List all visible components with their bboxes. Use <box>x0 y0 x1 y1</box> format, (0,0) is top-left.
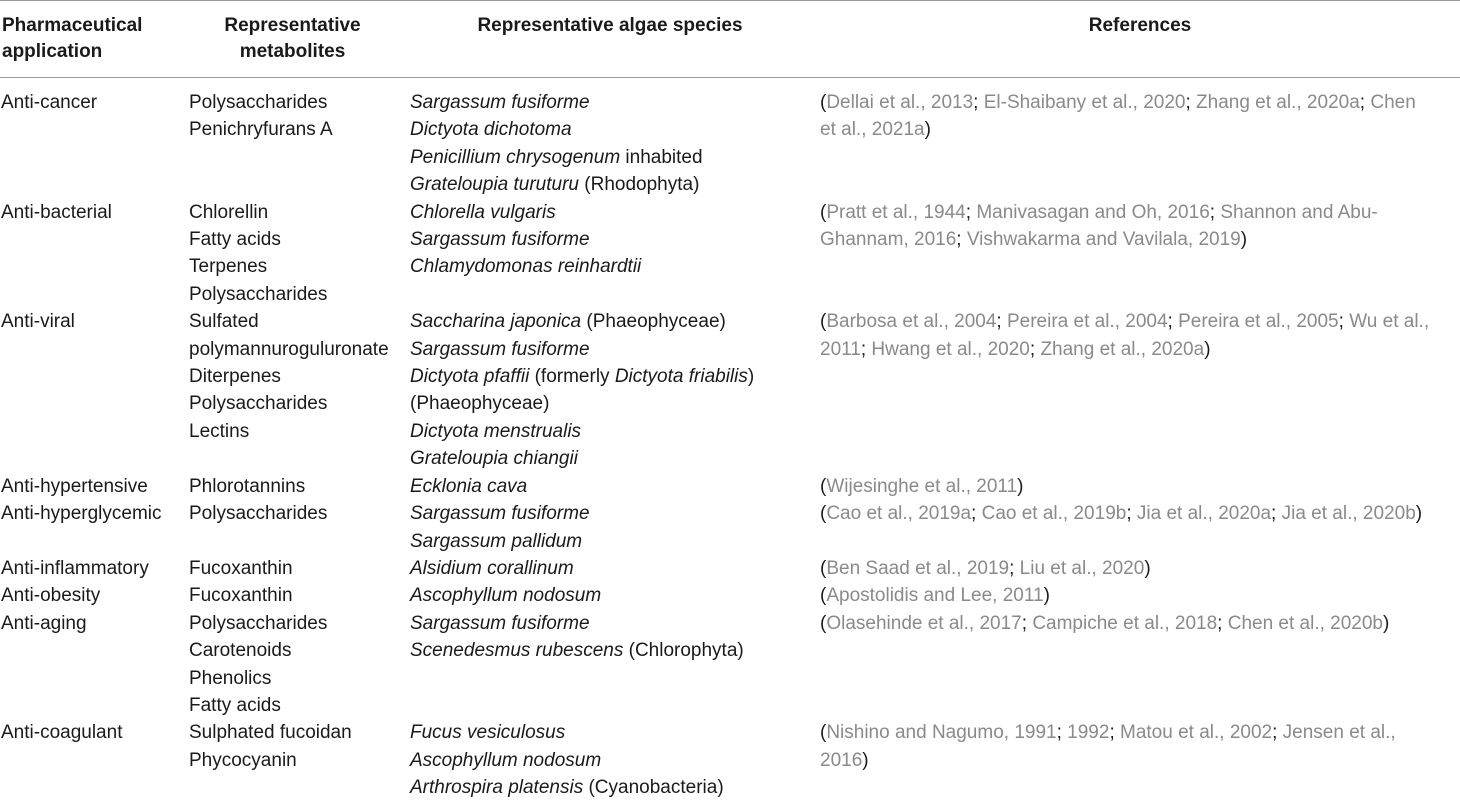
cell-references <box>820 199 1460 254</box>
reference-punctuation: ; <box>1359 92 1371 113</box>
reference-punctuation: ( <box>820 612 827 634</box>
reference-line <box>820 116 1460 143</box>
cell-metabolites <box>189 473 410 500</box>
species-line <box>410 418 820 445</box>
application-label: Anti-cancer <box>1 92 98 113</box>
cell-references <box>820 610 1460 637</box>
species-name: Dictyota pfaffii <box>410 366 530 388</box>
species-name: Alsidium corallinum <box>410 557 574 579</box>
header-application-line-1: Pharmaceutical <box>2 15 143 36</box>
metabolite-item: Phycocyanin <box>189 749 297 771</box>
header-metabolites-line-1: Representative <box>224 15 361 36</box>
species-name: Sargassum fusiforme <box>410 229 590 251</box>
application-label: Anti-coagulant <box>1 722 123 744</box>
reference-punctuation: ) <box>924 119 931 141</box>
cell-metabolites <box>189 500 410 527</box>
application-label: Anti-aging <box>1 612 87 634</box>
cell-references <box>820 555 1460 582</box>
table-row <box>0 473 1460 500</box>
reference-citation: Nishino and Nagumo, 1991 <box>826 722 1057 744</box>
application-label: Anti-inflammatory <box>1 557 149 579</box>
cell-references <box>820 89 1460 144</box>
metabolite-item: Polysaccharides <box>189 612 328 634</box>
reference-line <box>820 336 1460 363</box>
cell-metabolites <box>189 89 410 144</box>
species-line <box>410 555 820 582</box>
species-line <box>410 637 820 664</box>
metabolite-item: Terpenes <box>189 256 268 278</box>
reference-punctuation: ; <box>1217 612 1228 634</box>
reference-punctuation: ) <box>1240 229 1248 251</box>
metabolite-item: Polysaccharides <box>189 92 328 113</box>
application-label: Anti-obesity <box>1 585 101 607</box>
species-name: Chlorella vulgaris <box>410 201 556 223</box>
metabolite-item: Fatty acids <box>189 229 281 251</box>
metabolite-item: Fucoxanthin <box>189 557 293 579</box>
reference-punctuation: ; <box>1338 311 1350 333</box>
table-body <box>0 89 1460 802</box>
species-name: Fucus vesiculosus <box>410 722 566 744</box>
reference-citation: Ghannam, 2016 <box>820 229 957 251</box>
cell-species <box>410 610 820 665</box>
table-row <box>0 719 1460 801</box>
species-note: inhabited <box>620 146 703 168</box>
reference-citation: et al., 2021a <box>820 119 925 141</box>
header-references <box>820 13 1460 39</box>
reference-citation: Matou et al., 2002 <box>1120 722 1273 744</box>
reference-citation: Pereira et al., 2005 <box>1178 311 1339 333</box>
reference-punctuation: ) <box>1043 585 1050 607</box>
reference-citation: 2011 <box>820 338 861 360</box>
reference-line <box>820 89 1460 116</box>
species-line <box>410 116 820 143</box>
species-name: Sargassum fusiforme <box>410 92 590 113</box>
metabolite-item: Phlorotannins <box>189 475 306 497</box>
reference-punctuation: ) <box>1383 612 1390 634</box>
metabolite-item: Diterpenes <box>189 366 281 388</box>
species-name: Dictyota friabilis <box>614 366 748 388</box>
table-header-rule <box>0 77 1460 78</box>
cell-metabolites <box>189 555 410 582</box>
table-row <box>0 582 1460 609</box>
cell-metabolites <box>189 308 410 445</box>
cell-species <box>410 199 820 281</box>
table-row <box>0 308 1460 472</box>
reference-punctuation: ( <box>820 722 827 744</box>
species-line <box>410 473 820 500</box>
reference-citation: Wijesinghe et al., 2011 <box>826 475 1018 497</box>
reference-punctuation: ) <box>1415 503 1423 525</box>
reference-citation: Zhang et al., 2020a <box>1040 338 1205 360</box>
cell-references <box>820 500 1460 527</box>
species-name: Ascophyllum nodosum <box>410 585 602 607</box>
cell-application <box>0 555 189 582</box>
species-name: Sargassum fusiforme <box>410 338 590 360</box>
reference-punctuation: ; <box>1021 612 1033 634</box>
reference-punctuation: ; <box>973 92 984 113</box>
reference-punctuation: ; <box>1109 722 1120 744</box>
reference-line <box>820 308 1460 335</box>
reference-citation: Campiche et al., 2018 <box>1032 612 1218 634</box>
cell-references <box>820 719 1460 774</box>
reference-citation: Barbosa et al., 2004 <box>826 311 997 333</box>
cell-species <box>410 582 820 609</box>
species-line <box>410 528 820 555</box>
cell-application <box>0 308 189 335</box>
reference-citation: Pereira et al., 2004 <box>1006 311 1168 333</box>
reference-citation: Ben Saad et al., 2019 <box>826 557 1010 579</box>
reference-punctuation: ; <box>965 201 977 223</box>
header-references-line-1: References <box>1088 15 1192 36</box>
reference-citation: Chen et al., 2020b <box>1227 612 1384 634</box>
reference-citation: Jia et al., 2020a <box>1136 503 1272 525</box>
species-name: Sargassum fusiforme <box>410 612 590 634</box>
species-name: Ecklonia cava <box>410 475 528 497</box>
header-application-line-2: application <box>2 41 103 62</box>
species-name: Scenedesmus rubescens <box>410 640 624 662</box>
header-metabolites-line-2: metabolites <box>239 41 346 62</box>
species-name: Grateloupia turuturu <box>410 174 579 196</box>
species-name: Dictyota menstrualis <box>410 420 582 442</box>
table-header <box>0 0 1460 77</box>
reference-line <box>820 226 1460 253</box>
reference-punctuation: ; <box>1185 92 1197 113</box>
metabolite-item: Phenolics <box>189 667 272 689</box>
cell-references <box>820 582 1460 609</box>
species-line <box>410 89 820 116</box>
species-name: Dictyota dichotoma <box>410 119 572 141</box>
metabolite-item: Chlorellin <box>189 201 269 223</box>
cell-species <box>410 89 820 199</box>
metabolite-item: Carotenoids <box>189 640 292 662</box>
species-name: Grateloupia chiangii <box>410 448 578 470</box>
cell-metabolites <box>189 719 410 774</box>
cell-application <box>0 582 189 609</box>
cell-application <box>0 719 189 746</box>
species-name: Arthrospira platensis <box>410 777 584 799</box>
metabolite-item: Polysaccharides <box>189 283 328 305</box>
species-line <box>410 171 820 198</box>
reference-punctuation: ( <box>820 557 827 579</box>
application-label: Anti-hypertensive <box>1 475 148 497</box>
reference-punctuation: ; <box>1056 722 1068 744</box>
reference-punctuation: ; <box>1167 311 1179 333</box>
reference-citation: Shannon and Abu- <box>1220 201 1378 223</box>
reference-citation: Apostolidis and Lee, 2011 <box>826 585 1044 607</box>
reference-citation: 1992 <box>1067 722 1110 744</box>
table-row <box>0 199 1460 309</box>
reference-punctuation: ; <box>1029 338 1041 360</box>
reference-punctuation: ( <box>820 311 827 333</box>
reference-punctuation: ( <box>820 585 827 607</box>
reference-citation: Jia et al., 2020b <box>1281 503 1416 525</box>
reference-citation: Cao et al., 2019b <box>981 503 1127 525</box>
species-line <box>410 226 820 253</box>
species-line <box>410 390 820 417</box>
species-name: Sargassum fusiforme <box>410 503 590 525</box>
metabolite-item: Polysaccharides <box>189 503 328 525</box>
reference-citation: Hwang et al., 2020 <box>871 338 1030 360</box>
species-name: Saccharina japonica <box>410 311 582 333</box>
reference-line <box>820 473 1460 500</box>
header-metabolites <box>190 13 395 65</box>
reference-line <box>820 199 1460 226</box>
species-name: Chlamydomonas reinhardtii <box>410 256 642 278</box>
reference-punctuation: ) <box>1017 475 1024 497</box>
reference-citation: Wu et al., <box>1349 311 1430 333</box>
species-note: (Chlorophyta) <box>623 640 744 662</box>
cell-application <box>0 199 189 226</box>
reference-punctuation: ; <box>956 229 967 251</box>
reference-citation: Dellai et al., 2013 <box>826 92 974 113</box>
reference-line <box>820 610 1460 637</box>
header-application <box>2 13 182 65</box>
species-note: (Phaeophyceae) <box>410 393 550 415</box>
reference-line <box>820 555 1460 582</box>
application-label: Anti-hyperglycemic <box>1 503 162 525</box>
species-line <box>410 363 820 390</box>
reference-punctuation: ( <box>820 201 827 223</box>
species-line <box>410 445 820 472</box>
reference-citation: Liu et al., 2020 <box>1019 557 1145 579</box>
reference-citation: Manivasagan and Oh, 2016 <box>976 201 1210 223</box>
reference-citation: Olasehinde et al., 2017 <box>826 612 1022 634</box>
reference-citation: Pratt et al., 1944 <box>826 201 966 223</box>
species-line <box>410 610 820 637</box>
species-line <box>410 253 820 280</box>
reference-punctuation: ) <box>862 749 869 771</box>
species-line <box>410 199 820 226</box>
reference-citation: Chen <box>1370 92 1416 113</box>
cell-species <box>410 308 820 472</box>
metabolite-item: Sulphated fucoidan <box>189 722 352 744</box>
species-line <box>410 747 820 774</box>
metabolite-item: Fatty acids <box>189 694 281 716</box>
species-note: (Cyanobacteria) <box>583 777 724 799</box>
metabolite-item: Polysaccharides <box>189 393 328 415</box>
metabolite-item: Sulfated <box>189 311 259 333</box>
reference-punctuation: ; <box>996 311 1007 333</box>
species-line <box>410 308 820 335</box>
reference-punctuation: ; <box>1272 722 1283 744</box>
reference-punctuation: ; <box>1271 503 1282 525</box>
cell-references <box>820 308 1460 363</box>
reference-citation: El-Shaibany et al., 2020 <box>983 92 1186 113</box>
cell-references <box>820 473 1460 500</box>
table-row <box>0 610 1460 720</box>
cell-metabolites <box>189 582 410 609</box>
reference-punctuation: ; <box>1009 557 1020 579</box>
cell-species <box>410 719 820 801</box>
cell-application <box>0 500 189 527</box>
table-row <box>0 89 1460 199</box>
reference-citation: Jensen et al., <box>1282 722 1396 744</box>
species-note: (Rhodophyta) <box>579 174 700 196</box>
reference-punctuation: ; <box>1209 201 1221 223</box>
cell-species <box>410 473 820 500</box>
reference-punctuation: ; <box>860 338 872 360</box>
metabolite-item: polymannuroguluronate <box>189 338 389 360</box>
species-name: Penicillium chrysogenum <box>410 146 621 168</box>
reference-punctuation: ) <box>1204 338 1211 360</box>
reference-citation: Zhang et al., 2020a <box>1196 92 1360 113</box>
cell-application <box>0 89 189 116</box>
cell-species <box>410 500 820 555</box>
header-species-line-1: Representative algae species <box>477 15 743 36</box>
species-name: Ascophyllum nodosum <box>410 749 602 771</box>
species-line <box>410 336 820 363</box>
reference-citation: Cao et al., 2019a <box>826 503 972 525</box>
reference-line <box>820 719 1460 746</box>
species-line <box>410 774 820 801</box>
cell-metabolites <box>189 199 410 309</box>
reference-line <box>820 500 1460 527</box>
metabolite-item: Lectins <box>189 420 250 442</box>
species-note: ) <box>747 366 755 388</box>
reference-citation: 2016 <box>820 749 863 771</box>
application-label: Anti-viral <box>1 311 75 333</box>
reference-punctuation: ( <box>820 92 827 113</box>
application-label: Anti-bacterial <box>1 201 112 223</box>
reference-line <box>820 747 1460 774</box>
reference-punctuation: ; <box>971 503 982 525</box>
cell-species <box>410 555 820 582</box>
species-note: (Phaeophyceae) <box>581 311 726 333</box>
metabolite-item: Penichryfurans A <box>189 119 333 141</box>
reference-line <box>820 582 1460 609</box>
header-species <box>430 13 790 39</box>
table-row <box>0 555 1460 582</box>
cell-application <box>0 610 189 637</box>
species-line <box>410 582 820 609</box>
reference-punctuation: ) <box>1144 557 1151 579</box>
reference-punctuation: ( <box>820 503 827 525</box>
species-name: Sargassum pallidum <box>410 530 583 552</box>
reference-citation: Vishwakarma and Vavilala, 2019 <box>966 229 1241 251</box>
species-line <box>410 719 820 746</box>
species-line <box>410 500 820 527</box>
species-note: (formerly <box>529 366 615 388</box>
reference-punctuation: ; <box>1126 503 1137 525</box>
species-line <box>410 144 820 171</box>
reference-punctuation: ( <box>820 475 827 497</box>
cell-application <box>0 473 189 500</box>
cell-metabolites <box>189 610 410 720</box>
metabolite-item: Fucoxanthin <box>189 585 293 607</box>
table-row <box>0 500 1460 555</box>
